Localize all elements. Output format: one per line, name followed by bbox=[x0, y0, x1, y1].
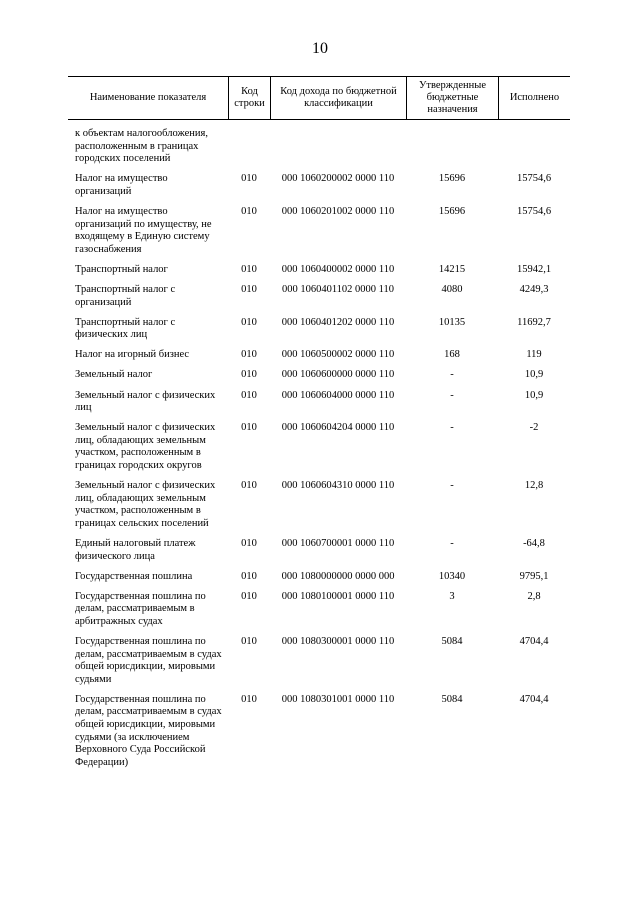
row-approved: - bbox=[450, 537, 454, 549]
row-income-code: 000 1060401102 0000 110 bbox=[281, 283, 395, 295]
column-header-line-code: Код строки bbox=[228, 77, 270, 119]
row-line-code: 010 bbox=[241, 480, 257, 492]
row-name: Единый налоговый платеж физического лица bbox=[75, 537, 196, 562]
row-income-code: 000 1060700001 0000 110 bbox=[281, 537, 395, 549]
row-line-code: 010 bbox=[241, 570, 257, 582]
row-name: к объектам налогообложения, расположенным в границах городских поселений bbox=[75, 128, 208, 165]
row-name: Государственная пошлина по делам, рассматриваемым в арбитражных судах bbox=[75, 590, 206, 627]
row-income-code: 000 1080100001 0000 110 bbox=[281, 590, 395, 602]
table-row bbox=[68, 636, 570, 686]
row-approved: 14215 bbox=[438, 263, 466, 275]
row-approved: 15696 bbox=[438, 173, 466, 185]
row-approved: - bbox=[450, 422, 454, 434]
table-body bbox=[68, 128, 570, 777]
row-executed: 10,9 bbox=[524, 389, 544, 401]
table-row bbox=[68, 480, 570, 530]
row-name: Транспортный налог с физических лиц bbox=[75, 316, 176, 341]
column-header-name: Наименование показателя bbox=[89, 92, 207, 103]
table-header bbox=[68, 76, 570, 120]
row-income-code: 000 1080000000 0000 000 bbox=[281, 570, 395, 582]
row-approved: 5084 bbox=[441, 693, 463, 705]
column-header-income-code: Код дохода по бюджетной классификации bbox=[270, 77, 406, 119]
row-name: Государственная пошлина по делам, рассматриваемым в судах общей юрисдикции, мировыми судьями (за исключением Верховного Суда Российской Федерации) bbox=[75, 693, 222, 768]
row-executed: 119 bbox=[526, 349, 542, 361]
table-row bbox=[68, 264, 570, 277]
row-name: Земельный налог bbox=[75, 369, 153, 381]
row-line-code: 010 bbox=[241, 537, 257, 549]
table-row bbox=[68, 206, 570, 256]
row-line-code: 010 bbox=[241, 263, 257, 275]
row-line-code: 010 bbox=[241, 422, 257, 434]
row-line-code: 010 bbox=[241, 590, 257, 602]
row-approved: 10340 bbox=[438, 570, 466, 582]
row-line-code: 010 bbox=[241, 369, 257, 381]
row-name: Земельный налог с физических лиц bbox=[75, 389, 216, 414]
row-name: Налог на игорный бизнес bbox=[75, 349, 190, 361]
row-executed: 4704,4 bbox=[519, 636, 549, 647]
row-name: Транспортный налог с организаций bbox=[75, 283, 176, 308]
row-income-code: 000 1060500002 0000 110 bbox=[281, 349, 395, 361]
row-name: Государственная пошлина по делам, рассматриваемым в судах общей юрисдикции, мировыми судьями bbox=[75, 636, 222, 685]
table-row bbox=[68, 369, 570, 382]
row-line-code: 010 bbox=[241, 693, 257, 705]
table-row bbox=[68, 173, 570, 198]
row-executed: 11692,7 bbox=[517, 316, 551, 328]
row-approved: 5084 bbox=[441, 636, 463, 647]
row-line-code: 010 bbox=[241, 636, 257, 647]
row-line-code: 010 bbox=[241, 349, 257, 361]
row-approved: 168 bbox=[444, 349, 460, 361]
row-executed: 15754,6 bbox=[516, 205, 552, 217]
row-approved: - bbox=[450, 389, 454, 401]
table-row bbox=[68, 128, 570, 166]
row-line-code: 010 bbox=[241, 173, 257, 185]
row-executed: 9795,1 bbox=[519, 570, 549, 582]
row-executed: 4704,4 bbox=[519, 693, 549, 705]
row-line-code: 010 bbox=[241, 316, 257, 328]
row-executed: 15942,1 bbox=[516, 263, 552, 275]
row-name: Государственная пошлина bbox=[75, 570, 193, 582]
row-income-code: 000 1060604000 0000 110 bbox=[281, 389, 395, 401]
row-name: Налог на имущество организаций bbox=[75, 173, 168, 197]
table-row bbox=[68, 571, 570, 584]
table-row bbox=[68, 591, 570, 629]
table-row bbox=[68, 422, 570, 472]
table-row bbox=[68, 349, 570, 362]
row-income-code: 000 1060200002 0000 110 bbox=[281, 173, 395, 185]
row-income-code: 000 1060201002 0000 110 bbox=[281, 205, 395, 217]
row-approved: 3 bbox=[449, 590, 455, 602]
row-executed: -64,8 bbox=[523, 537, 545, 549]
row-line-code: 010 bbox=[241, 205, 257, 217]
column-header-approved: Утвержденные бюджетные назначения bbox=[406, 77, 498, 119]
row-name: Налог на имущество организаций по имуществу, не входящему в Единую систему газоснабжения bbox=[75, 205, 212, 255]
row-executed: 2,8 bbox=[527, 590, 541, 602]
row-executed: -2 bbox=[529, 422, 539, 434]
row-line-code: 010 bbox=[241, 389, 257, 401]
row-approved: - bbox=[450, 369, 454, 381]
row-executed: 15754,6 bbox=[516, 173, 552, 185]
row-income-code: 000 1080301001 0000 110 bbox=[281, 693, 395, 705]
row-approved: 10135 bbox=[438, 316, 466, 328]
page-number: 10 bbox=[312, 40, 328, 57]
row-approved: 4080 bbox=[441, 283, 463, 295]
row-name: Земельный налог с физических лиц, обладающих земельным участком, расположенным в границах городских округов bbox=[75, 422, 216, 471]
table-row bbox=[68, 317, 570, 342]
row-executed: 4249,3 bbox=[519, 283, 549, 295]
table-row bbox=[68, 390, 570, 415]
row-income-code: 000 1080300001 0000 110 bbox=[281, 636, 395, 647]
row-income-code: 000 1060604310 0000 110 bbox=[281, 480, 395, 492]
row-executed: 10,9 bbox=[524, 369, 544, 381]
row-approved: 15696 bbox=[438, 205, 466, 217]
row-line-code: 010 bbox=[241, 283, 257, 295]
row-income-code: 000 1060400002 0000 110 bbox=[281, 263, 395, 275]
row-approved: - bbox=[450, 480, 454, 492]
table-row bbox=[68, 538, 570, 563]
table-row bbox=[68, 284, 570, 309]
column-header-executed: Исполнено bbox=[498, 77, 570, 119]
row-income-code: 000 1060604204 0000 110 bbox=[281, 422, 395, 434]
row-income-code: 000 1060600000 0000 110 bbox=[281, 369, 395, 381]
row-income-code: 000 1060401202 0000 110 bbox=[281, 316, 395, 328]
row-name: Транспортный налог bbox=[75, 263, 168, 275]
row-name: Земельный налог с физических лиц, обладающих земельным участком, расположенным в границах сельских поселений bbox=[75, 480, 216, 529]
row-executed: 12,8 bbox=[524, 480, 544, 492]
table-row bbox=[68, 694, 570, 770]
